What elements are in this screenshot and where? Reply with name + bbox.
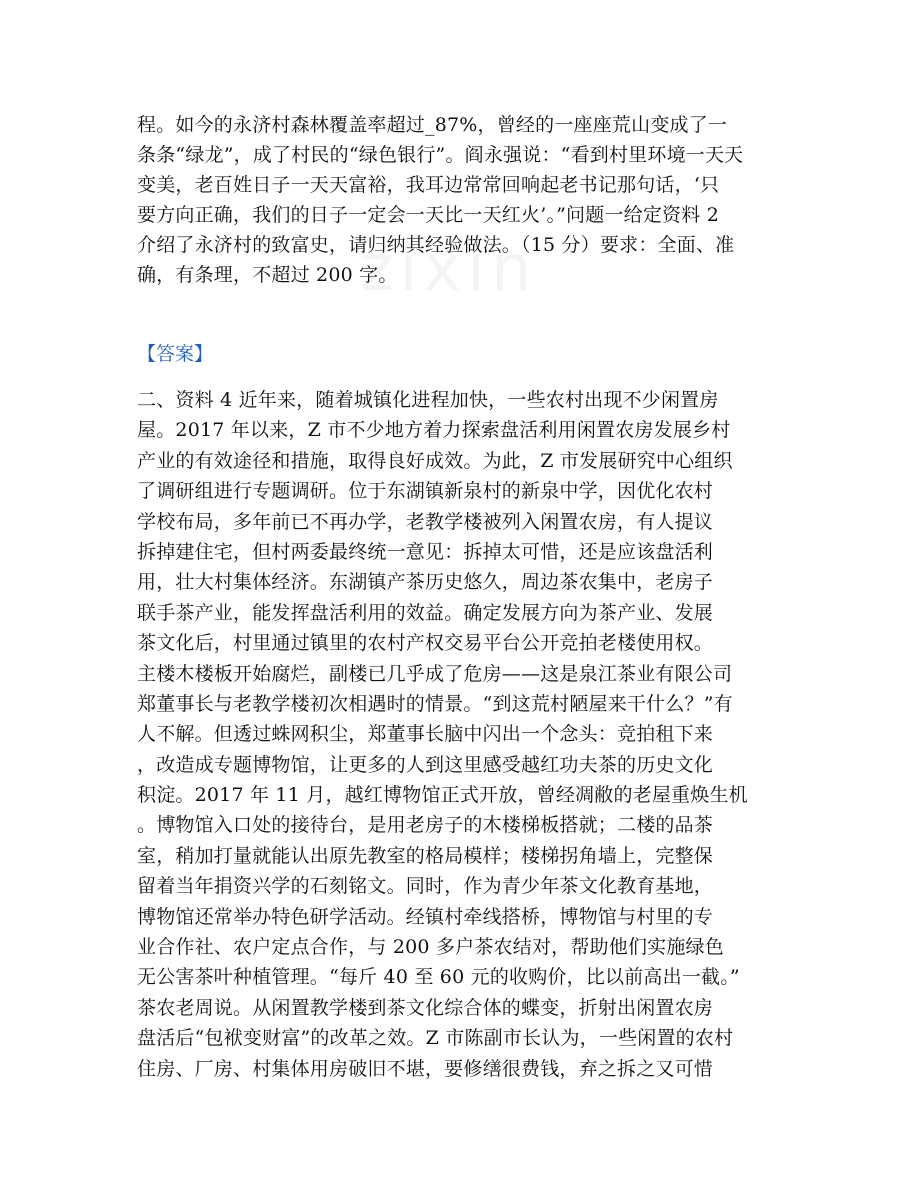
answer-line: ，改造成专题博物馆，让更多的人到这里感受越红功夫茶的历史文化 bbox=[137, 753, 714, 776]
answer-line: 产业的有效途径和措施，取得良好成效。为此，Z 市发展研究中心组织 bbox=[137, 449, 733, 472]
answer-line: 盘活后“包袱变财富”的改革之效。Z 市陈副市长认为，一些闲置的农村 bbox=[137, 1027, 734, 1050]
question-line: 确，有条理，不超过 200 字。 bbox=[137, 264, 398, 286]
question-line: 变美，老百姓日子一天天富裕，我耳边常常回响起老书记那句话，‘只 bbox=[137, 174, 720, 196]
question-line: 介绍了永济村的致富史，请归纳其经验做法。（15 分）要求：全面、准 bbox=[137, 234, 735, 256]
answer-line: 茶文化后，村里通过镇里的农村产权交易平台公开竞拍老楼使用权。 bbox=[137, 632, 714, 655]
answer-line: 人不解。但透过蛛网积尘，郑董事长脑中闪出一个念头：竞拍租下来 bbox=[137, 723, 714, 746]
answer-line: 业合作社、农户定点合作，与 200 多户茶农结对，帮助他们实施绿色 bbox=[137, 936, 724, 959]
answer-line: 无公害茶叶种植管理。“每斤 40 至 60 元的收购价，比以前高出一截。” bbox=[137, 966, 740, 989]
question-line: 程。如今的永济村森林覆盖率超过_87%，曾经的一座座荒山变成了一 bbox=[137, 114, 728, 136]
question-line: 要方向正确，我们的日子一定会一天比一天红火’。”问题一给定资料 2 bbox=[137, 204, 719, 226]
answer-label: 【答案】 bbox=[137, 343, 214, 365]
answer-line: 拆掉建住宅，但村两委最终统一意见：拆掉太可惜，还是应该盘活利 bbox=[137, 540, 714, 563]
answer-line: 二、资料 4 近年来，随着城镇化进程加快，一些农村出现不少闲置房 bbox=[137, 389, 719, 411]
answer-line: 室，稍加打量就能认出原先教室的格局模样；楼梯拐角墙上，完整保 bbox=[137, 844, 714, 867]
question-line: 条条“绿龙”，成了村民的“绿色银行”。阎永强说：“看到村里环境一天天 bbox=[137, 144, 744, 166]
answer-line: 郑董事长与老教学楼初次相遇时的情景。“到这荒村陋屋来干什么？”有 bbox=[137, 692, 733, 715]
answer-line: 屋。2017 年以来，Z 市不少地方着力探索盘活利用闲置农房发展乡村 bbox=[137, 419, 731, 442]
answer-line: 住房、厂房、村集体用房破旧不堪，要修缮很费钱，弃之拆之又可惜 bbox=[137, 1057, 714, 1080]
answer-line: 积淀。2017 年 11 月，越红博物馆正式开放，曾经凋敝的老屋重焕生机 bbox=[137, 784, 748, 807]
answer-line: 了调研组进行专题调研。位于东湖镇新泉村的新泉中学，因优化农村 bbox=[137, 480, 714, 503]
answer-line: 。博物馆入口处的接待台，是用老房子的木楼梯板搭就；二楼的品茶 bbox=[137, 814, 714, 837]
answer-line: 主楼木楼板开始腐烂，副楼已几乎成了危房——这是泉江茶业有限公司 bbox=[137, 662, 733, 685]
answer-paragraph bbox=[137, 385, 787, 1084]
answer-line: 茶农老周说。从闲置教学楼到茶文化综合体的蝶变，折射出闲置农房 bbox=[137, 996, 714, 1019]
answer-line: 联手茶产业，能发挥盘活利用的效益。确定发展方向为茶产业、发展 bbox=[137, 601, 714, 624]
answer-line: 用，壮大村集体经济。东湖镇产茶历史悠久，周边茶农集中，老房子 bbox=[137, 571, 714, 594]
answer-line: 留着当年捐资兴学的石刻铭文。同时，作为青少年茶文化教育基地， bbox=[137, 875, 714, 898]
answer-line: 学校布局，多年前已不再办学，老教学楼被列入闲置农房，有人提议 bbox=[137, 510, 714, 533]
answer-line: 博物馆还常举办特色研学活动。经镇村牵线搭桥，博物馆与村里的专 bbox=[137, 905, 714, 928]
question-paragraph bbox=[137, 110, 787, 290]
